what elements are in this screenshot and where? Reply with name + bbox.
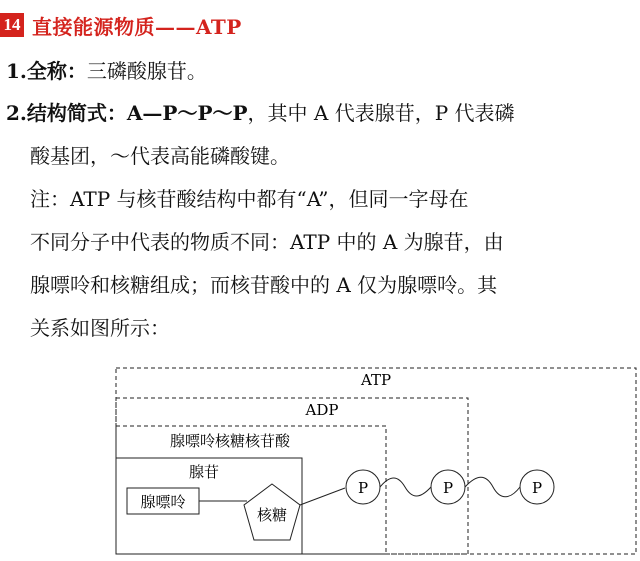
point-1-label: 1.全称： <box>6 59 87 83</box>
section-title: 直接能源物质——ATP <box>32 14 242 39</box>
nucleotide-label: 腺嘌呤核糖核苷酸 <box>169 432 291 450</box>
note-line-3: 腺嘌呤和核糖组成；而核苷酸中的 A 仅为腺嘌呤。其 <box>30 273 498 297</box>
note-line-4: 关系如图所示： <box>30 316 170 340</box>
ribose-phosphate-bond <box>300 488 345 505</box>
note-line-2: 不同分子中代表的物质不同：ATP 中的 A 为腺苷，由 <box>30 230 504 254</box>
point-2-text: ，其中 A 代表腺苷，P 代表磷 <box>247 101 515 125</box>
adenosine-label: 腺苷 <box>188 463 220 481</box>
phosphate-3-label: P <box>531 479 543 497</box>
ribose-label: 核糖 <box>256 506 288 524</box>
adp-label: ADP <box>305 401 339 419</box>
section-number-badge: 14 <box>0 13 24 37</box>
atp-label: ATP <box>360 371 392 389</box>
phosphate-2-label: P <box>442 479 454 497</box>
high-energy-bond-2 <box>465 477 520 497</box>
point-2-formula: A—P～P～P <box>126 101 248 125</box>
point-2-label: 2.结构简式： <box>6 101 127 125</box>
point-1-text: 三磷酸腺苷。 <box>86 59 207 83</box>
adenine-label: 腺嘌呤 <box>140 493 186 511</box>
atp-box <box>116 368 636 554</box>
note-line-1: 注：ATP 与核苷酸结构中都有“A”，但同一字母在 <box>30 187 469 211</box>
phosphate-1-label: P <box>357 479 369 497</box>
point-2-continued: 酸基团，～代表高能磷酸键。 <box>30 144 290 168</box>
high-energy-bond-1 <box>380 478 431 496</box>
